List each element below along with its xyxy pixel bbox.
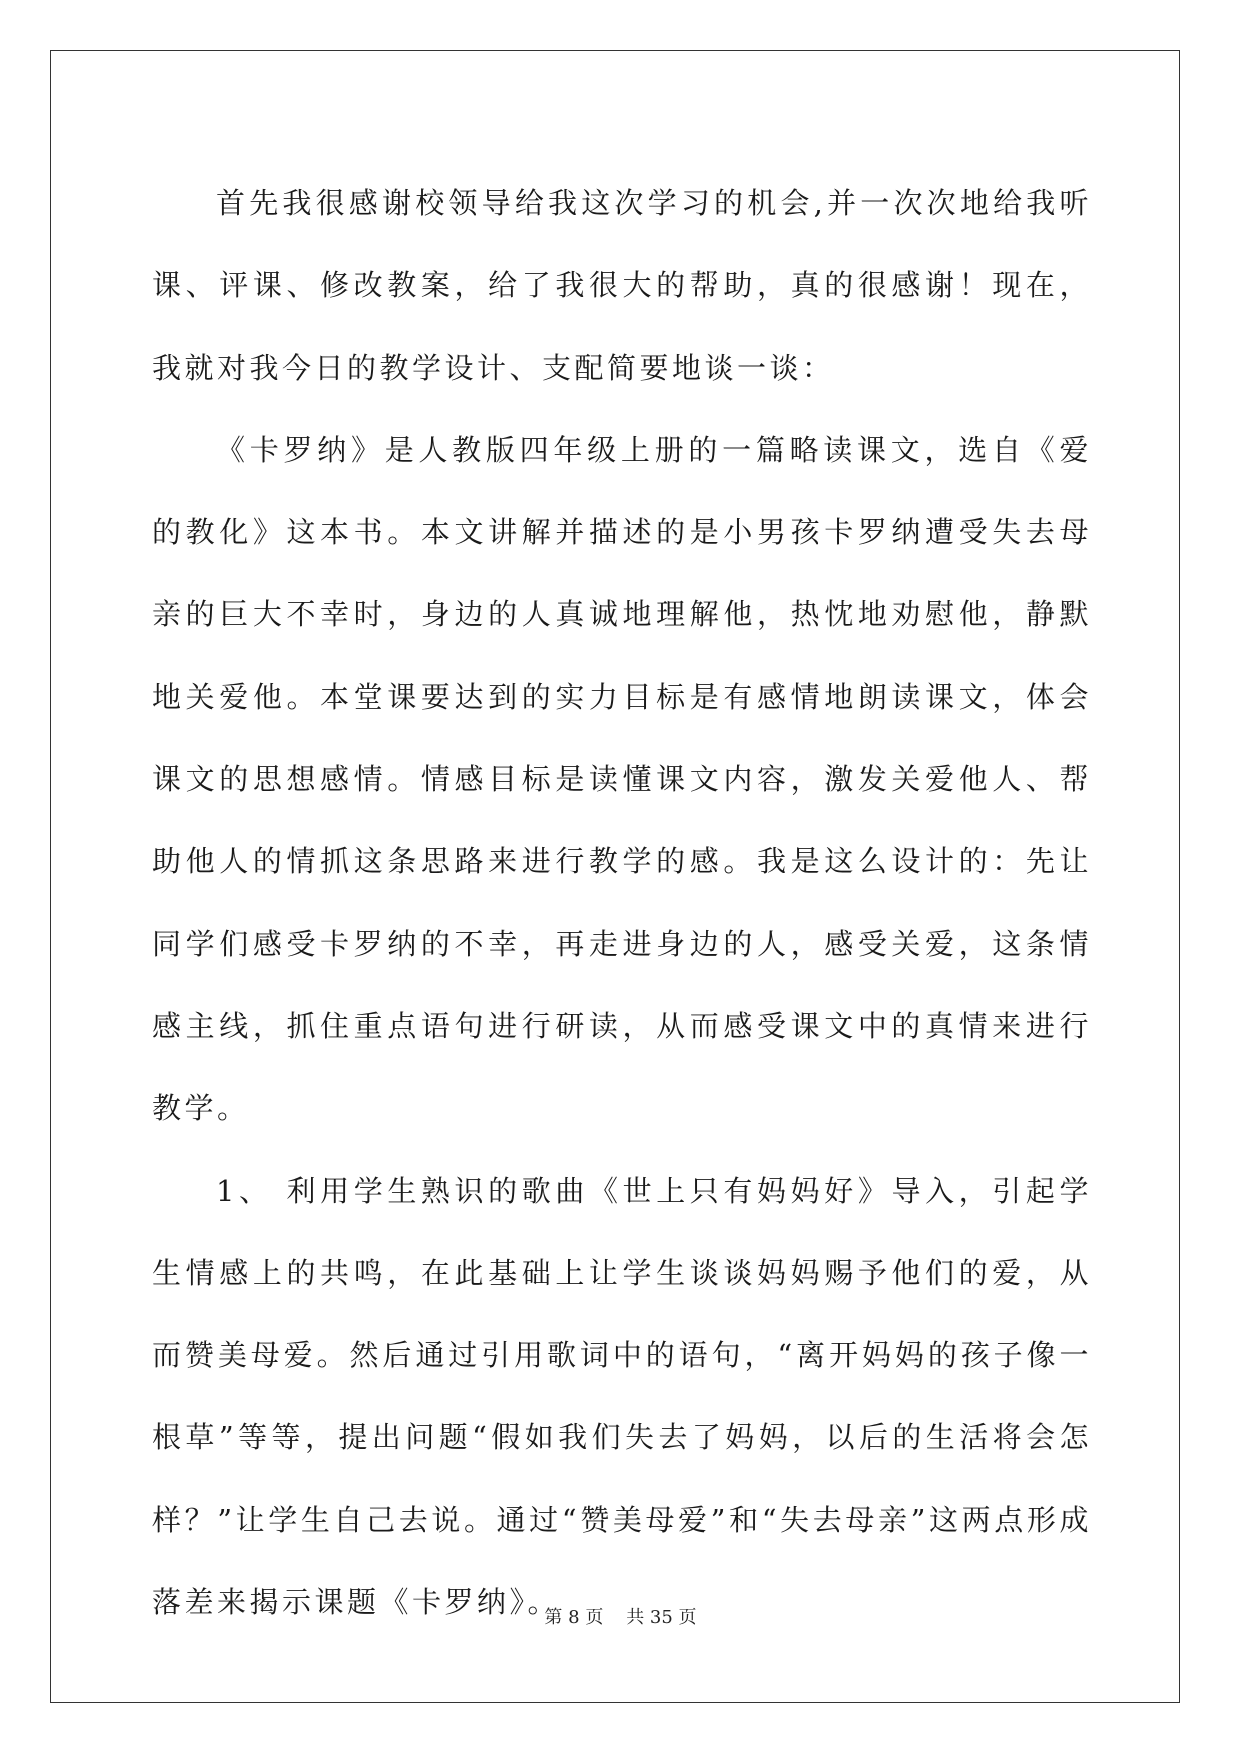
paragraph-lesson-overview: 《卡罗纳》是人教版四年级上册的一篇略读课文，选自《爱的教化》这本书。本文讲解并描述的是小男孩卡罗纳遭受失去母亲的巨大不幸时，身边的人真诚地理解他，热忱地劝慰他，静默地关爱他。本堂课要达到的实力目标是有感情地朗读课文，体会课文的思想感情。情感目标是读懂课文内容，激发关爱他人、帮助他人的情抓这条思路来进行教学的感。我是这么设计的：先让同学们感受卡罗纳的不幸，再走进身边的人，感受关爱，这条情感主线，抓住重点语句进行研读，从而感受课文中的真情来进行教学。	[152, 432, 1092, 1126]
page-footer: 第 8 页 共 35 页	[544, 1607, 697, 1628]
document-body	[152, 162, 1092, 1643]
paragraph-step-one: 1、 利用学生熟识的歌曲《世上只有妈妈好》导入，引起学生情感上的共鸣，在此基础上让学生谈谈妈妈赐予他们的爱，从而赞美母爱。然后通过引用歌词中的语句，“离开妈妈的孩子像一根草”等等，提出问题“假如我们失去了妈妈，以后的生活将会怎样？”让学生自己去说。通过“赞美母爱”和“失去母亲”这两点形成落差来揭示课题《卡罗纳》。	[152, 1173, 1092, 1620]
paragraph-intro: 首先我很感谢校领导给我这次学习的机会,并一次次地给我听课、评课、修改教案，给了我很大的帮助，真的很感谢！现在，我就对我今日的教学设计、支配简要地谈一谈：	[152, 186, 1092, 385]
